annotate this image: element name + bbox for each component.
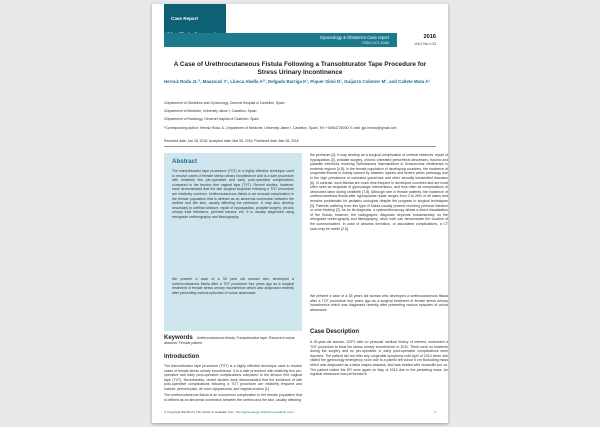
case-description-heading: Case Description	[310, 329, 360, 335]
footer-copyright: © Copyright iMedPub	[164, 410, 194, 414]
page-number: 1	[434, 410, 436, 414]
article-page	[152, 4, 448, 423]
affiliation-1: ¹Department of Obstetrics and Gynecology, General Hospital of Castellon, Spain	[164, 101, 285, 105]
abstract-paragraph-2: We present a case of a 53 year old woman who developed a urethrocutaneous fistula after a TOT procedure four years ago as a surgical treatment of female stress urinary incontinence which was diagnosed recently after presenting various episodes of vulvar abscesses.	[172, 277, 294, 295]
journal-issn: ISSN 2471-8165	[362, 41, 389, 45]
abstract-box	[164, 153, 302, 331]
affiliation-3: ³Department of Radiology, General Hospital of Castellon, Spain	[164, 117, 259, 121]
introduction-paragraph-1: The transobturator tape procedure (TOT) is a highly effective technique used to resolve cases of female stress urinary incontinence. It is a safe procedure with relatively few per-operative and early post-operative complications compared to the tension free vaginal tape (TVT). Nevertheless, recent studies have demonstrated that the incidence of late post-operative complications following a TOT procedure are relatively frequent and include: perineal pain, de novo dyspareunia, and vaginal erosion [1].	[164, 364, 302, 391]
corresponding-author: *Corresponding author: Herraiz Roda JL, Department of Medicine, University Jaime I, Castellon, Spain, Tel: +34964726000; E-mail: jgo.herraiz@gmail.com	[164, 126, 397, 130]
right-column-paragraph-2: We present a case of a 53 years old woman who developed a urethrocutaneous fistula after a TOT procedure four years ago as a surgical treatment of female stress urinary incontinence which was diagnosed recently after presenting various episodes of vulvar abscesses.	[310, 294, 448, 312]
introduction-paragraph-2: The urethrocutaneous fistula is an uncommon complication in the female population that is defined as an abnormal connection between the urethra and the skin, usually affecting	[164, 393, 302, 402]
abstract-paragraph-1: The transobturator tape procedure (TOT) is a highly effective technique used to resolve cases of female stress urinary incontinence and is a safe procedure with relatively few per-operative and early post-operative complications compared to the tension free vaginal tape (TVT). Recent studies, however, have demonstrated that the late surgical sequelae following a TOT procedure are relatively common. Urethrocutaneous fistula is an unusual complication in the female population that is defined as an abnormal connection between the urethra and the skin, usually affecting the perineum. It may also develop secondary to urethral stricture, repair of hypospadias, prostate surgery, chronic urinary tract infections, perineal trauma, etc. It is usually diagnosed using retrograde urethrography and fistulography.	[172, 169, 294, 219]
footer-link-label: This article is available from:	[195, 410, 235, 414]
issue-info	[398, 33, 436, 47]
right-column-paragraph-1: the perineum [2]. It may develop as a surgical complication of urethral strictures, repair of hypospadias [3], prostate surgery, chronic untreated periurethral abscesses, trauma and parasitic infections involving Schistosoma haematobium in Dracunculus medinensis in endemic regions [4,5]. In the female population of developing countries, the incidence of urogenital fistulas is mainly caused by obstetric injuries and severe pelvic pathology due to the high prevalence of untreated gonorrhea and other sexually transmitted diseases [6]. In contrast, such fistulas are much less frequent in developed countries and are most often seen as sequelae of gynecologic interventions, and less often as complications of obstructed labor during childbirth [7,8]. Although rare in female patients, the incidence of urethrocutaneous fistula after hypospadias repair ranges from 4 to 28% of all cases and remains problematic for pediatric urologists despite the progress in surgical techniques [9]. Patients suffering from this type of fistula usually present recurring perineal infection or urine trickling [2]. As for its diagnosis, a cystourethroscopy allows a direct visualization of the fistula; however, the radiographic diagnosis depends fundamentally on the retrograde urethrography and fistulography, since both can demonstrate the location of the communication. In case of abscess formation, or associated complications, a CT scan may be useful [2,5].	[310, 153, 448, 231]
keywords-text: Urethrocutaneous fistula; Transobturator tape; Recurrent vulvar abscess; Female patient	[164, 336, 295, 345]
author-list: Herraiz Roda JL¹², Maazouzi Y¹, Llueca Abella A¹², Delgado Barriga K¹, Piquer Simó D¹, Guijarro Colomer M¹, and Cañete Mota A³	[164, 79, 430, 84]
keywords-heading: Keywords	[164, 335, 193, 341]
introduction-heading: Introduction	[164, 354, 199, 360]
issue-volume: Vol.2 No.1:13	[414, 42, 436, 46]
abstract-heading: Abstract	[172, 158, 198, 165]
journal-header-bar	[164, 33, 397, 47]
page-footer: © Copyright iMedPub | This article is available from: http://gynecology-obstetrics.imedpub.com/ 1	[164, 410, 436, 414]
header-divider	[164, 146, 436, 147]
section-label: Case Report	[171, 16, 199, 21]
issue-year: 2016	[423, 34, 436, 40]
article-title: A Case of Urethrocutaneous Fistula Following a Transobturator Tape Procedure for Stress Urinary Incontinence	[173, 61, 427, 76]
keywords	[164, 336, 302, 345]
footer-journal-link[interactable]: http://gynecology-obstetrics.imedpub.com/	[235, 410, 294, 414]
case-description-paragraph-1: A 49-year-old woman, G2P2 with no personal medical history of interest, underwent a TOT procedure to treat her stress urinary incontinence in 2011. There were no incidents during the surgery and no per-operative or early post-operative complications were reported. The patient did not refer any urogenital symptoms until April of 2014 when she visited the gynecology emergency room due to a painful left vulvar 5 cm fluctuating mass which was diagnosed as a labia majora abscess, and was treated with cloxacillin per os. The patient visited the ER once again on May of 2014 due to the persisting mass. An inguinal ultrasound was performed in	[310, 340, 448, 377]
affiliation-2: ²Department of Medicine, University Jaime I, Castellon, Spain	[164, 109, 257, 113]
journal-name: Gynecology & Obstetrics Case report	[319, 35, 389, 40]
article-dates: Received date: Jan 18, 2016; Accepted date: Mar 08, 2016; Published date: Mar 08, 2016	[164, 139, 299, 143]
